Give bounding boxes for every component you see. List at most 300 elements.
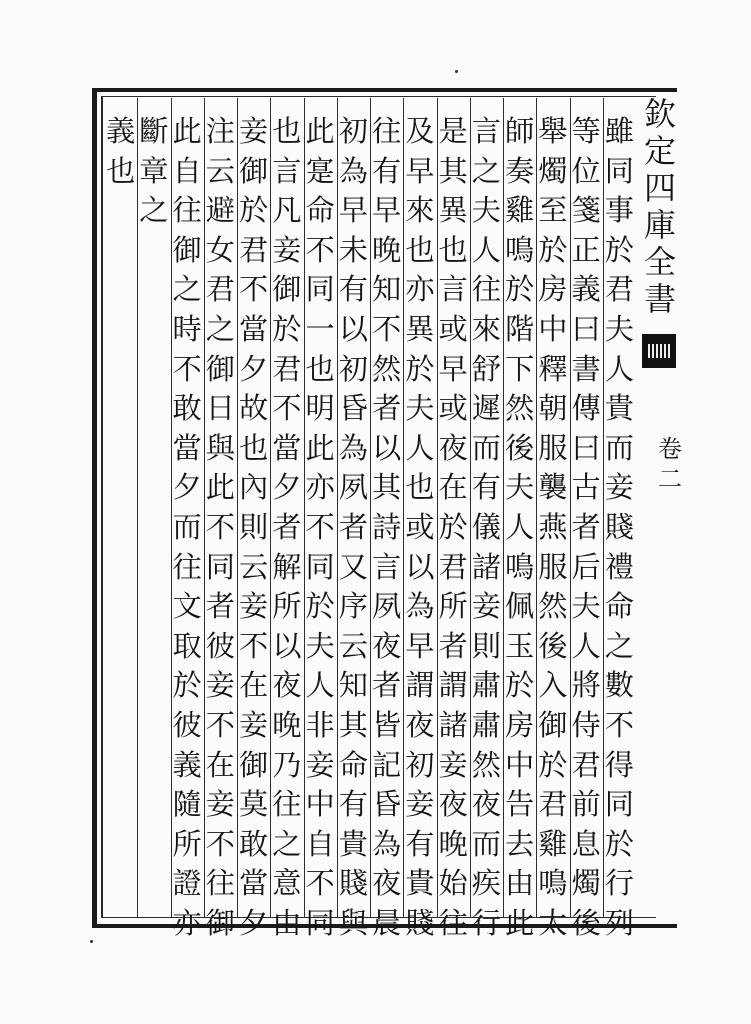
text-char: 往 — [471, 272, 501, 307]
text-char: 自 — [305, 826, 335, 861]
text-char: 彼 — [172, 707, 202, 742]
text-char: 一 — [305, 311, 335, 346]
fishtail-mark — [642, 334, 676, 368]
text-char: 以 — [338, 311, 368, 346]
text-char: 早 — [372, 193, 402, 228]
title-char: 全 — [643, 243, 676, 281]
text-char: 在 — [438, 470, 468, 505]
text-char: 往 — [172, 549, 202, 584]
text-char: 疾 — [471, 866, 501, 901]
text-char: 於 — [604, 232, 634, 267]
text-char: 奏 — [505, 153, 535, 188]
text-char: 當 — [172, 430, 202, 465]
text-char: 此 — [305, 114, 335, 148]
text-char: 鳴 — [505, 549, 535, 584]
volume-label — [650, 434, 690, 494]
text-char: 不 — [205, 826, 235, 861]
text-char: 當 — [239, 866, 269, 901]
text-char: 御 — [272, 272, 302, 307]
text-char: 莫 — [239, 787, 269, 822]
text-char: 注 — [205, 114, 235, 148]
text-column-11 — [270, 112, 303, 940]
text-char: 事 — [604, 193, 634, 228]
text-char: 中 — [305, 787, 335, 822]
text-char: 在 — [205, 747, 235, 782]
text-char: 知 — [372, 272, 402, 307]
text-char: 御 — [239, 153, 269, 188]
text-char: 於 — [505, 668, 535, 703]
text-char: 命 — [604, 589, 634, 624]
text-char: 寔 — [305, 153, 335, 188]
column-rule — [337, 98, 338, 918]
column-rule — [437, 98, 438, 918]
text-char: 夜 — [471, 787, 501, 822]
text-char: 為 — [338, 430, 368, 465]
text-char: 其 — [338, 707, 368, 742]
text-char: 曰 — [571, 430, 601, 465]
text-char: 夜 — [438, 787, 468, 822]
text-char: 而 — [172, 509, 202, 544]
text-char: 日 — [205, 391, 235, 426]
title-char: 定 — [643, 132, 676, 170]
text-char: 夫 — [305, 628, 335, 663]
text-char: 夫 — [471, 193, 501, 228]
text-char: 御 — [538, 707, 568, 742]
text-char: 燭 — [538, 153, 568, 188]
text-char: 於 — [538, 232, 568, 267]
text-char: 夫 — [505, 470, 535, 505]
text-char: 在 — [239, 668, 269, 703]
text-char: 與 — [205, 430, 235, 465]
text-char: 有 — [338, 787, 368, 822]
text-char: 或 — [405, 509, 435, 544]
text-char: 云 — [239, 549, 269, 584]
text-char: 者 — [372, 391, 402, 426]
text-char: 於 — [538, 747, 568, 782]
text-column-13 — [204, 112, 237, 940]
text-char: 至 — [538, 193, 568, 228]
text-char: 異 — [405, 311, 435, 346]
text-char: 妾 — [405, 787, 435, 822]
text-char: 同 — [305, 549, 335, 584]
text-char: 於 — [438, 509, 468, 544]
text-char: 之 — [172, 272, 202, 307]
text-char: 於 — [305, 589, 335, 624]
text-char: 又 — [338, 549, 368, 584]
text-char: 來 — [405, 193, 435, 228]
text-char: 由 — [272, 905, 302, 940]
text-char: 君 — [438, 549, 468, 584]
text-char: 妾 — [471, 589, 501, 624]
text-char: 皆 — [372, 707, 402, 742]
text-char: 人 — [405, 430, 435, 465]
text-char: 得 — [604, 747, 634, 782]
text-char: 也 — [272, 114, 302, 148]
text-char: 乃 — [272, 747, 302, 782]
text-char: 燭 — [571, 866, 601, 901]
text-char: 於 — [172, 668, 202, 703]
text-char: 者 — [205, 589, 235, 624]
column-rule — [370, 98, 371, 918]
text-char: 有 — [471, 470, 501, 505]
text-char: 不 — [305, 866, 335, 901]
text-char: 夫 — [604, 311, 634, 346]
text-char: 不 — [604, 707, 634, 742]
text-char: 往 — [272, 787, 302, 822]
text-char: 敢 — [172, 391, 202, 426]
text-char: 夙 — [338, 470, 368, 505]
text-char: 妾 — [205, 668, 235, 703]
text-char: 舉 — [538, 114, 568, 148]
text-char: 來 — [471, 311, 501, 346]
text-char: 與 — [338, 905, 368, 940]
text-char: 或 — [438, 391, 468, 426]
text-char: 由 — [505, 866, 535, 901]
text-char: 早 — [405, 628, 435, 663]
text-char: 命 — [305, 193, 335, 228]
text-char: 以 — [372, 430, 402, 465]
column-rule — [503, 98, 504, 918]
text-char: 於 — [239, 193, 269, 228]
text-char: 去 — [505, 826, 535, 861]
text-char: 箋 — [571, 193, 601, 228]
text-char: 未 — [338, 232, 368, 267]
text-char: 貴 — [338, 826, 368, 861]
text-char: 內 — [239, 470, 269, 505]
text-char: 言 — [272, 153, 302, 188]
text-char: 位 — [571, 153, 601, 188]
text-char: 夜 — [372, 628, 402, 663]
text-char: 鳴 — [505, 232, 535, 267]
text-char: 謂 — [438, 668, 468, 703]
text-char: 所 — [438, 589, 468, 624]
text-char: 妾 — [438, 747, 468, 782]
text-char: 中 — [538, 311, 568, 346]
text-char: 有 — [372, 153, 402, 188]
text-char: 言 — [438, 272, 468, 307]
text-char: 妾 — [272, 232, 302, 267]
column-rule — [536, 98, 537, 918]
text-char: 夕 — [172, 470, 202, 505]
text-char: 言 — [372, 549, 402, 584]
text-char: 之 — [471, 153, 501, 188]
column-rule — [137, 98, 138, 918]
text-char: 儀 — [471, 509, 501, 544]
text-char: 夫 — [405, 391, 435, 426]
text-char: 朝 — [538, 391, 568, 426]
text-column-16 — [104, 112, 137, 912]
text-char: 夜 — [272, 668, 302, 703]
text-column-8 — [370, 112, 403, 940]
text-column-9 — [337, 112, 370, 940]
text-char: 此 — [205, 470, 235, 505]
text-char: 其 — [372, 470, 402, 505]
text-char: 君 — [604, 272, 634, 307]
text-char: 釋 — [538, 351, 568, 386]
text-char: 後 — [538, 628, 568, 663]
text-char: 敢 — [239, 826, 269, 861]
column-rule — [570, 98, 571, 918]
text-char: 則 — [471, 628, 501, 663]
text-char: 君 — [571, 747, 601, 782]
text-column-3 — [536, 112, 569, 940]
text-char: 然 — [471, 747, 501, 782]
text-char: 人 — [305, 668, 335, 703]
text-char: 文 — [172, 589, 202, 624]
text-char: 中 — [505, 747, 535, 782]
text-char: 以 — [405, 549, 435, 584]
text-char: 早 — [338, 193, 368, 228]
text-char: 義 — [571, 272, 601, 307]
text-char: 云 — [338, 628, 368, 663]
text-char: 房 — [505, 707, 535, 742]
text-char: 亦 — [405, 272, 435, 307]
text-char: 凡 — [272, 193, 302, 228]
text-char: 不 — [305, 232, 335, 267]
text-char: 燕 — [538, 509, 568, 544]
text-char: 所 — [272, 589, 302, 624]
text-char: 為 — [372, 826, 402, 861]
text-char: 也 — [405, 470, 435, 505]
text-column-10 — [304, 112, 337, 940]
column-rule — [204, 98, 205, 918]
text-char: 意 — [272, 866, 302, 901]
text-char: 正 — [571, 232, 601, 267]
text-char: 妾 — [239, 114, 269, 148]
text-char: 夕 — [239, 905, 269, 940]
text-char: 息 — [571, 826, 601, 861]
text-char: 侍 — [571, 707, 601, 742]
text-char: 或 — [438, 311, 468, 346]
text-char: 始 — [438, 866, 468, 901]
text-char: 諸 — [438, 707, 468, 742]
text-char: 往 — [438, 905, 468, 940]
text-char: 傳 — [571, 391, 601, 426]
text-char: 賤 — [338, 866, 368, 901]
text-char: 昏 — [372, 787, 402, 822]
text-char: 也 — [305, 351, 335, 386]
column-rule — [470, 98, 471, 918]
text-char: 詩 — [372, 509, 402, 544]
text-char: 所 — [172, 826, 202, 861]
text-char: 告 — [505, 787, 535, 822]
text-char: 御 — [205, 351, 235, 386]
text-char: 雖 — [604, 114, 634, 148]
text-char: 序 — [338, 589, 368, 624]
text-char: 知 — [338, 668, 368, 703]
text-char: 曰 — [571, 311, 601, 346]
text-char: 此 — [172, 114, 202, 148]
text-char: 其 — [438, 153, 468, 188]
column-rule — [603, 98, 604, 918]
text-char: 書 — [571, 351, 601, 386]
text-char: 數 — [604, 668, 634, 703]
text-char: 古 — [571, 470, 601, 505]
text-char: 晨 — [372, 905, 402, 940]
text-char: 然 — [505, 391, 535, 426]
text-char: 者 — [272, 509, 302, 544]
text-char: 等 — [571, 114, 601, 148]
text-char: 明 — [305, 391, 335, 426]
text-char: 不 — [205, 509, 235, 544]
text-char: 諸 — [471, 549, 501, 584]
text-char: 賤 — [604, 509, 634, 544]
volume-char: 卷 — [658, 435, 682, 463]
text-char: 禮 — [604, 549, 634, 584]
text-char: 師 — [505, 114, 535, 148]
text-char: 遲 — [471, 391, 501, 426]
text-char: 不 — [272, 391, 302, 426]
text-char: 夫 — [571, 589, 601, 624]
text-char: 當 — [272, 430, 302, 465]
text-char: 不 — [172, 351, 202, 386]
text-char: 同 — [604, 787, 634, 822]
text-column-2 — [570, 112, 603, 940]
text-char: 隨 — [172, 787, 202, 822]
text-char: 解 — [272, 549, 302, 584]
text-char: 初 — [405, 747, 435, 782]
text-char: 早 — [438, 351, 468, 386]
text-column-6 — [437, 112, 470, 940]
text-char: 列 — [604, 905, 634, 940]
text-char: 入 — [538, 668, 568, 703]
text-char: 后 — [571, 549, 601, 584]
text-char: 於 — [604, 826, 634, 861]
text-char: 不 — [205, 707, 235, 742]
text-char: 者 — [571, 509, 601, 544]
text-char: 非 — [305, 707, 335, 742]
text-char: 往 — [205, 866, 235, 901]
text-char: 御 — [205, 905, 235, 940]
text-char: 者 — [338, 509, 368, 544]
volume-char: 二 — [658, 465, 682, 493]
text-char: 者 — [372, 668, 402, 703]
text-char: 云 — [205, 153, 235, 188]
text-char: 同 — [604, 153, 634, 188]
text-char: 而 — [471, 430, 501, 465]
text-char: 肅 — [471, 668, 501, 703]
text-char: 妾 — [239, 707, 269, 742]
text-char: 記 — [372, 747, 402, 782]
text-char: 者 — [438, 628, 468, 663]
text-char: 晚 — [438, 826, 468, 861]
text-char: 同 — [305, 905, 335, 940]
text-char: 也 — [106, 153, 136, 188]
text-char: 也 — [405, 232, 435, 267]
text-char: 行 — [604, 866, 634, 901]
text-char: 亦 — [305, 470, 335, 505]
title-char: 四 — [643, 169, 676, 207]
text-char: 往 — [172, 193, 202, 228]
text-char: 章 — [139, 153, 169, 188]
text-char: 晚 — [272, 707, 302, 742]
text-char: 夕 — [239, 351, 269, 386]
text-char: 異 — [438, 193, 468, 228]
text-char: 取 — [172, 628, 202, 663]
text-char: 貴 — [405, 866, 435, 901]
text-char: 於 — [505, 272, 535, 307]
text-char: 之 — [139, 193, 169, 228]
text-char: 故 — [239, 391, 269, 426]
text-char: 人 — [471, 232, 501, 267]
text-char: 貴 — [604, 391, 634, 426]
text-char: 為 — [338, 153, 368, 188]
text-char: 服 — [538, 430, 568, 465]
text-char: 妾 — [305, 747, 335, 782]
column-rule — [304, 98, 305, 918]
text-char: 初 — [338, 351, 368, 386]
text-char: 御 — [172, 232, 202, 267]
text-char: 玉 — [505, 628, 535, 663]
text-char: 謂 — [405, 668, 435, 703]
text-column-5 — [470, 112, 503, 940]
text-char: 行 — [471, 905, 501, 940]
text-char: 早 — [405, 153, 435, 188]
text-char: 後 — [571, 905, 601, 940]
text-char: 初 — [338, 114, 368, 148]
text-char: 也 — [239, 430, 269, 465]
text-char: 是 — [438, 114, 468, 148]
text-column-14 — [171, 112, 204, 940]
text-char: 妾 — [239, 589, 269, 624]
text-char: 同 — [305, 272, 335, 307]
text-column-12 — [237, 112, 270, 940]
text-char: 時 — [172, 311, 202, 346]
text-char: 下 — [505, 351, 535, 386]
text-char: 自 — [172, 153, 202, 188]
text-char: 妾 — [604, 470, 634, 505]
text-char: 君 — [272, 351, 302, 386]
text-char: 有 — [405, 826, 435, 861]
text-char: 昏 — [338, 391, 368, 426]
text-char: 夙 — [372, 589, 402, 624]
text-char: 此 — [505, 905, 535, 940]
text-char: 女 — [205, 232, 235, 267]
text-char: 前 — [571, 787, 601, 822]
text-char: 斷 — [139, 114, 169, 148]
text-char: 人 — [604, 351, 634, 386]
text-char: 階 — [505, 311, 535, 346]
text-char: 不 — [305, 509, 335, 544]
title-char: 庫 — [643, 206, 676, 244]
text-char: 不 — [239, 628, 269, 663]
text-char: 房 — [538, 272, 568, 307]
text-char: 有 — [338, 272, 368, 307]
text-column-7 — [403, 112, 436, 940]
text-char: 不 — [239, 272, 269, 307]
text-char: 妾 — [205, 787, 235, 822]
text-char: 鳴 — [538, 866, 568, 901]
text-char: 義 — [106, 114, 136, 148]
text-char: 人 — [505, 509, 535, 544]
text-char: 君 — [205, 272, 235, 307]
column-rule — [171, 98, 172, 918]
text-char: 君 — [239, 232, 269, 267]
text-char: 而 — [471, 826, 501, 861]
text-char: 之 — [604, 628, 634, 663]
text-column-4 — [503, 112, 536, 940]
column-rule — [270, 98, 271, 918]
column-rule — [403, 98, 404, 918]
text-char: 服 — [538, 549, 568, 584]
text-char: 夜 — [372, 866, 402, 901]
text-char: 肅 — [471, 707, 501, 742]
text-char: 然 — [372, 351, 402, 386]
text-char: 雞 — [505, 193, 535, 228]
text-char: 人 — [571, 628, 601, 663]
text-char: 證 — [172, 866, 202, 901]
text-char: 往 — [372, 114, 402, 148]
